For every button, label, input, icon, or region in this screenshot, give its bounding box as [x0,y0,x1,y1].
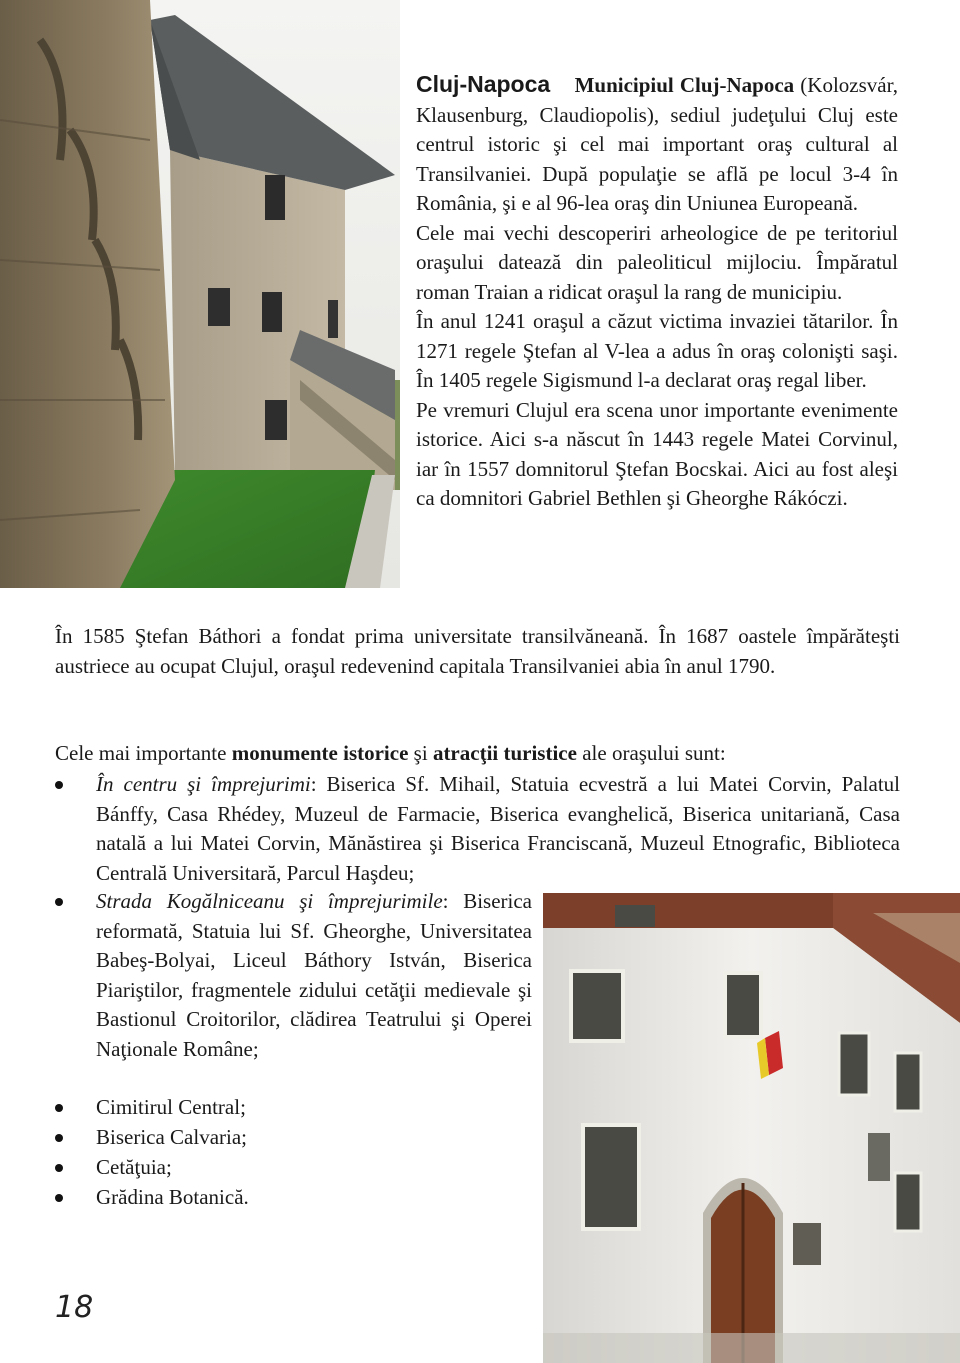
bullet-icon [55,898,63,906]
list-item-text [96,770,900,888]
list-item-text: Cetăţuia; [96,1155,172,1179]
monuments-text-before: Cele mai importante [55,741,232,765]
bullet-icon [55,1164,63,1172]
intro-text-1: (Kolozsvár, Klausenburg, Claudiopolis), sediul judeţului Cluj este centrul istoric şi cel mai important oraş cultural al Transilvaniei. După populaţie se află pe locul 3-4 în România, şi e al 96-lea oraş din Uniunea Europeană. [416,73,898,215]
list-item-text: Cimitirul Central; [96,1095,246,1119]
bullet-icon [55,781,63,789]
list-item-text: Biserica Calvaria; [96,1125,248,1149]
photo-stone-tower [0,0,400,588]
list-item-label: Strada Kogălniceanu şi împrejurimile [96,889,443,913]
intro-paragraph-1 [416,70,898,219]
city-title: Cluj-Napoca [416,71,551,97]
monuments-bold-historic: monumente istorice [231,741,409,765]
intro-paragraph-4: Pe vremuri Clujul era scena unor importante evenimente istorice. Aici s-a născut în 1443 regele Matei Corvinul, iar în 1557 domnitorul Ştefan Bocskai. Aici au fost aleşi ca domnitori Gabriel Bethlen şi Gheorghe Rákóczi. [416,397,898,510]
monuments-text-after: ale oraşului sunt: [576,741,726,765]
monuments-intro [55,739,915,769]
bullet-icon [55,1194,63,1202]
intro-lead: Municipiul Cluj-Napoca [574,73,795,97]
list-item-text: Grădina Botanică. [96,1185,249,1209]
photo-historic-house [543,893,960,1363]
page-number: 18 [55,1290,94,1325]
history-paragraph: În 1585 Ştefan Báthori a fondat prima universitate transilvăneană. În 1687 oastele împărăteşti austriece au ocupat Clujul, oraşul redevenind capitala Transilvaniei abia în anul 1790. [55,624,900,678]
monuments-text-middle: şi [408,741,433,765]
intro-section [416,70,898,514]
monuments-bold-tourist: atracţii turistice [432,741,577,765]
list-item-content: : Biserica reformată, Statuia lui Sf. Gheorghe, Universitatea Babeş-Bolyai, Liceul Báthory István, Biserica Piariştilor, fragmentele zidului cetăţii medievale şi Bastionul Croitorilor, clădirea Teatrului şi Operei Naţionale Române; [96,889,532,1061]
list-item-text [96,887,532,1064]
bullet-icon [55,1104,63,1112]
intro-paragraph-2: Cele mai vechi descoperiri arheologice de pe teritoriul oraşului datează din paleoliticul mijlociu. Împăratul roman Traian a ridicat oraşul la rang de municipiu. [416,220,898,304]
list-item-label: În centru şi împrejurimi [96,772,311,796]
list-item-content: : Biserica Sf. Mihail, Statuia ecvestră a lui Matei Corvin, Palatul Bánffy, Casa Rhédey, Muzeul de Farmacie, Biserica evanghelică, Biserica unitariană, Casa natală a lui Matei Corvin, Mănăstirea şi Biserica Franciscană, Muzeul Etnografic, Biblioteca Centrală Universitară, Parcul Haşdeu; [96,772,900,885]
bullet-icon [55,1134,63,1142]
intro-paragraph-3: În anul 1241 oraşul a căzut victima invaziei tătarilor. În 1271 regele Ştefan al V-lea a adus în oraş colonişti saşi. În 1405 regele Sigismund l-a declarat oraş regal liber. [416,309,898,392]
